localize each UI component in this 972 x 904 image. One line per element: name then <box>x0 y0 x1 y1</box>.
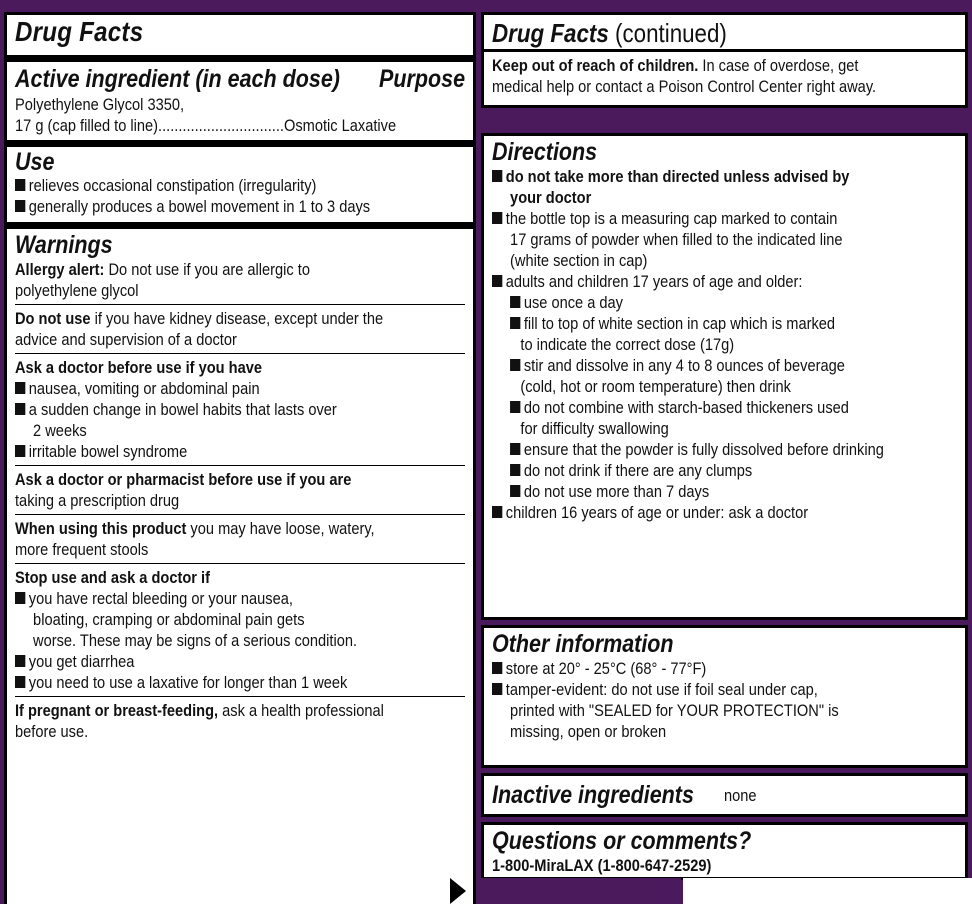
when-using-line-2: more frequent stools <box>15 540 149 559</box>
warnings-heading: Warnings <box>15 231 113 259</box>
keep-out-line-2: medical help or contact a Poison Control Center right away. <box>492 77 877 96</box>
bullet-square-icon <box>15 655 25 667</box>
when-using-line <box>15 518 402 539</box>
direction-text: the bottle top is a measuring cap marked to contain <box>505 209 838 228</box>
other-item-cont: printed with "SEALED for YOUR PROTECTION" is <box>510 701 839 720</box>
do-not-use-text: if you have kidney disease, except under the <box>90 309 384 328</box>
do-not-use-line <box>15 308 402 329</box>
sub-direction <box>492 481 892 502</box>
inactive-ingredients-heading: Inactive ingredients <box>492 781 694 809</box>
use-heading: Use <box>15 148 55 176</box>
other-item-text: store at 20° - 25°C (68° - 77°F) <box>505 659 707 678</box>
stop-item-cont: worse. These may be signs of a serious condition. <box>33 631 358 650</box>
stop-use-heading: Stop use and ask a doctor if <box>15 568 210 587</box>
ask-doctor-heading: Ask a doctor before use if you have <box>15 358 262 377</box>
bottom-purple-band <box>481 878 681 904</box>
active-ingredient-heading: Active ingredient (in each dose) <box>15 65 340 93</box>
purpose-heading: Purpose <box>378 65 465 93</box>
sub-direction-cont: (cold, hot or room temperature) then drink <box>520 377 791 396</box>
drug-facts-right-panel <box>481 12 968 886</box>
bullet-square-icon <box>492 662 502 674</box>
sub-direction-text: do not use more than 7 days <box>523 482 710 501</box>
directions-heading: Directions <box>492 138 598 166</box>
active-ingredient-section <box>7 55 473 140</box>
purpose-text: Osmotic Laxative <box>283 116 397 135</box>
keep-out-text: In case of overdose, get <box>698 56 859 75</box>
stop-item-text: you need to use a laxative for longer than 1 week <box>28 673 348 692</box>
continued-title <box>492 17 892 49</box>
stop-item-text: you get diarrhea <box>28 652 135 671</box>
sub-direction-cont: to indicate the correct dose (17g) <box>520 335 735 354</box>
bullet-square-icon <box>15 676 25 688</box>
inactive-ingredients-value: none <box>724 785 757 805</box>
direction-text: do not take more than directed unless advised by <box>505 167 850 186</box>
pregnant-text: ask a health professional <box>218 701 384 720</box>
other-information-box <box>481 625 968 768</box>
drug-facts-left-panel <box>4 12 476 904</box>
ask-item <box>15 399 402 420</box>
questions-box <box>481 822 968 880</box>
warnings-section <box>7 222 473 742</box>
continued-label: (continued) <box>608 18 727 48</box>
sub-direction-text: do not combine with starch-based thickeners used <box>523 398 849 417</box>
when-using-label: When using this product <box>15 519 187 538</box>
inactive-ingredients-box <box>481 773 968 817</box>
bullet-square-icon <box>492 170 502 182</box>
bullet-square-icon <box>492 212 502 224</box>
bullet-square-icon <box>510 317 520 329</box>
allergy-label: Allergy alert: <box>15 260 105 279</box>
other-information-heading: Other information <box>492 630 674 658</box>
bullet-square-icon <box>510 485 520 497</box>
ask-item-text: a sudden change in bowel habits that lasts over <box>28 400 337 419</box>
bullet-square-icon <box>510 443 520 455</box>
other-item-cont: missing, open or broken <box>510 722 667 741</box>
questions-phone: 1-800-MiraLAX (1-800-647-2529) <box>492 856 712 875</box>
other-item <box>492 679 892 700</box>
sub-direction <box>492 313 892 334</box>
use-item <box>15 175 402 196</box>
continue-arrow-icon <box>450 878 466 904</box>
ask-item-text: irritable bowel syndrome <box>28 442 188 461</box>
bullet-square-icon <box>492 683 502 695</box>
drug-facts-title: Drug Facts <box>15 16 144 47</box>
continued-header-box <box>481 12 968 108</box>
stop-item-cont: bloating, cramping or abdominal pain gets <box>33 610 305 629</box>
dose-text: 17 g (cap filled to line) <box>15 116 159 135</box>
ask-item <box>15 441 402 462</box>
bullet-square-icon <box>510 464 520 476</box>
bullet-square-icon <box>15 445 25 457</box>
ask-item <box>15 378 402 399</box>
questions-heading: Questions or comments? <box>492 827 752 855</box>
sub-direction-text: fill to top of white section in cap which is marked <box>523 314 836 333</box>
direction-cont: 17 grams of powder when filled to the indicated line <box>510 230 843 249</box>
allergy-line-2: polyethylene glycol <box>15 281 139 300</box>
title-section <box>7 15 473 55</box>
bullet-square-icon <box>15 403 25 415</box>
bullet-square-icon <box>492 275 502 287</box>
sub-direction <box>492 355 892 376</box>
keep-out-label: Keep out of reach of children. <box>492 56 699 75</box>
ingredient-line: Polyethylene Glycol 3350, <box>15 95 185 114</box>
direction-text: adults and children 17 years of age and older: <box>505 272 803 291</box>
do-not-use-label: Do not use <box>15 309 91 328</box>
ask-pharmacist-text: taking a prescription drug <box>15 491 180 510</box>
directions-box <box>481 133 968 620</box>
ask-pharmacist-heading: Ask a doctor or pharmacist before use if you are <box>15 470 352 489</box>
bullet-square-icon <box>15 179 25 191</box>
sub-direction-cont: for difficulty swallowing <box>520 419 669 438</box>
stop-item <box>15 651 402 672</box>
stop-item <box>15 672 402 693</box>
allergy-line <box>15 259 402 280</box>
direction-text: children 16 years of age or under: ask a doctor <box>505 503 809 522</box>
sub-direction <box>492 397 892 418</box>
bottom-white-band <box>683 878 972 904</box>
when-using-text: you may have loose, watery, <box>186 519 375 538</box>
direction-item <box>492 166 892 187</box>
bullet-square-icon <box>510 359 520 371</box>
use-item-text: relieves occasional constipation (irregularity) <box>28 176 317 195</box>
sub-direction-text: stir and dissolve in any 4 to 8 ounces of beverage <box>523 356 845 375</box>
direction-item <box>492 502 892 523</box>
use-item <box>15 196 402 217</box>
direction-cont: (white section in cap) <box>510 251 648 270</box>
ask-item-text: nausea, vomiting or abdominal pain <box>28 379 260 398</box>
direction-cont: your doctor <box>510 188 592 207</box>
keep-out-line <box>492 55 892 76</box>
continued-title-italic: Drug Facts <box>492 18 609 48</box>
bullet-square-icon <box>510 296 520 308</box>
bullet-square-icon <box>15 200 25 212</box>
bullet-square-icon <box>15 382 25 394</box>
allergy-text: Do not use if you are allergic to <box>104 260 310 279</box>
stop-item-text: you have rectal bleeding or your nausea, <box>28 589 293 608</box>
direction-item <box>492 271 892 292</box>
use-section <box>7 140 473 222</box>
sub-direction <box>492 439 892 460</box>
bullet-square-icon <box>510 401 520 413</box>
sub-direction-text: do not drink if there are any clumps <box>523 461 753 480</box>
other-item-text: tamper-evident: do not use if foil seal under cap, <box>505 680 818 699</box>
other-item <box>492 658 892 679</box>
sub-direction-text: ensure that the powder is fully dissolved before drinking <box>523 440 884 459</box>
direction-item <box>492 208 892 229</box>
pregnant-label: If pregnant or breast-feeding, <box>15 701 219 720</box>
sub-direction-text: use once a day <box>523 293 623 312</box>
ask-item-cont: 2 weeks <box>33 421 87 440</box>
use-item-text: generally produces a bowel movement in 1 to 3 days <box>28 197 371 216</box>
do-not-use-line-2: advice and supervision of a doctor <box>15 330 237 349</box>
pregnant-line <box>15 700 402 721</box>
ingredient-dose-line <box>15 115 402 136</box>
pregnant-line-2: before use. <box>15 722 89 741</box>
bullet-square-icon <box>15 592 25 604</box>
stop-item <box>15 588 402 609</box>
bullet-square-icon <box>492 506 502 518</box>
dot-leader: ............................... <box>158 116 284 135</box>
sub-direction <box>492 460 892 481</box>
sub-direction <box>492 292 892 313</box>
